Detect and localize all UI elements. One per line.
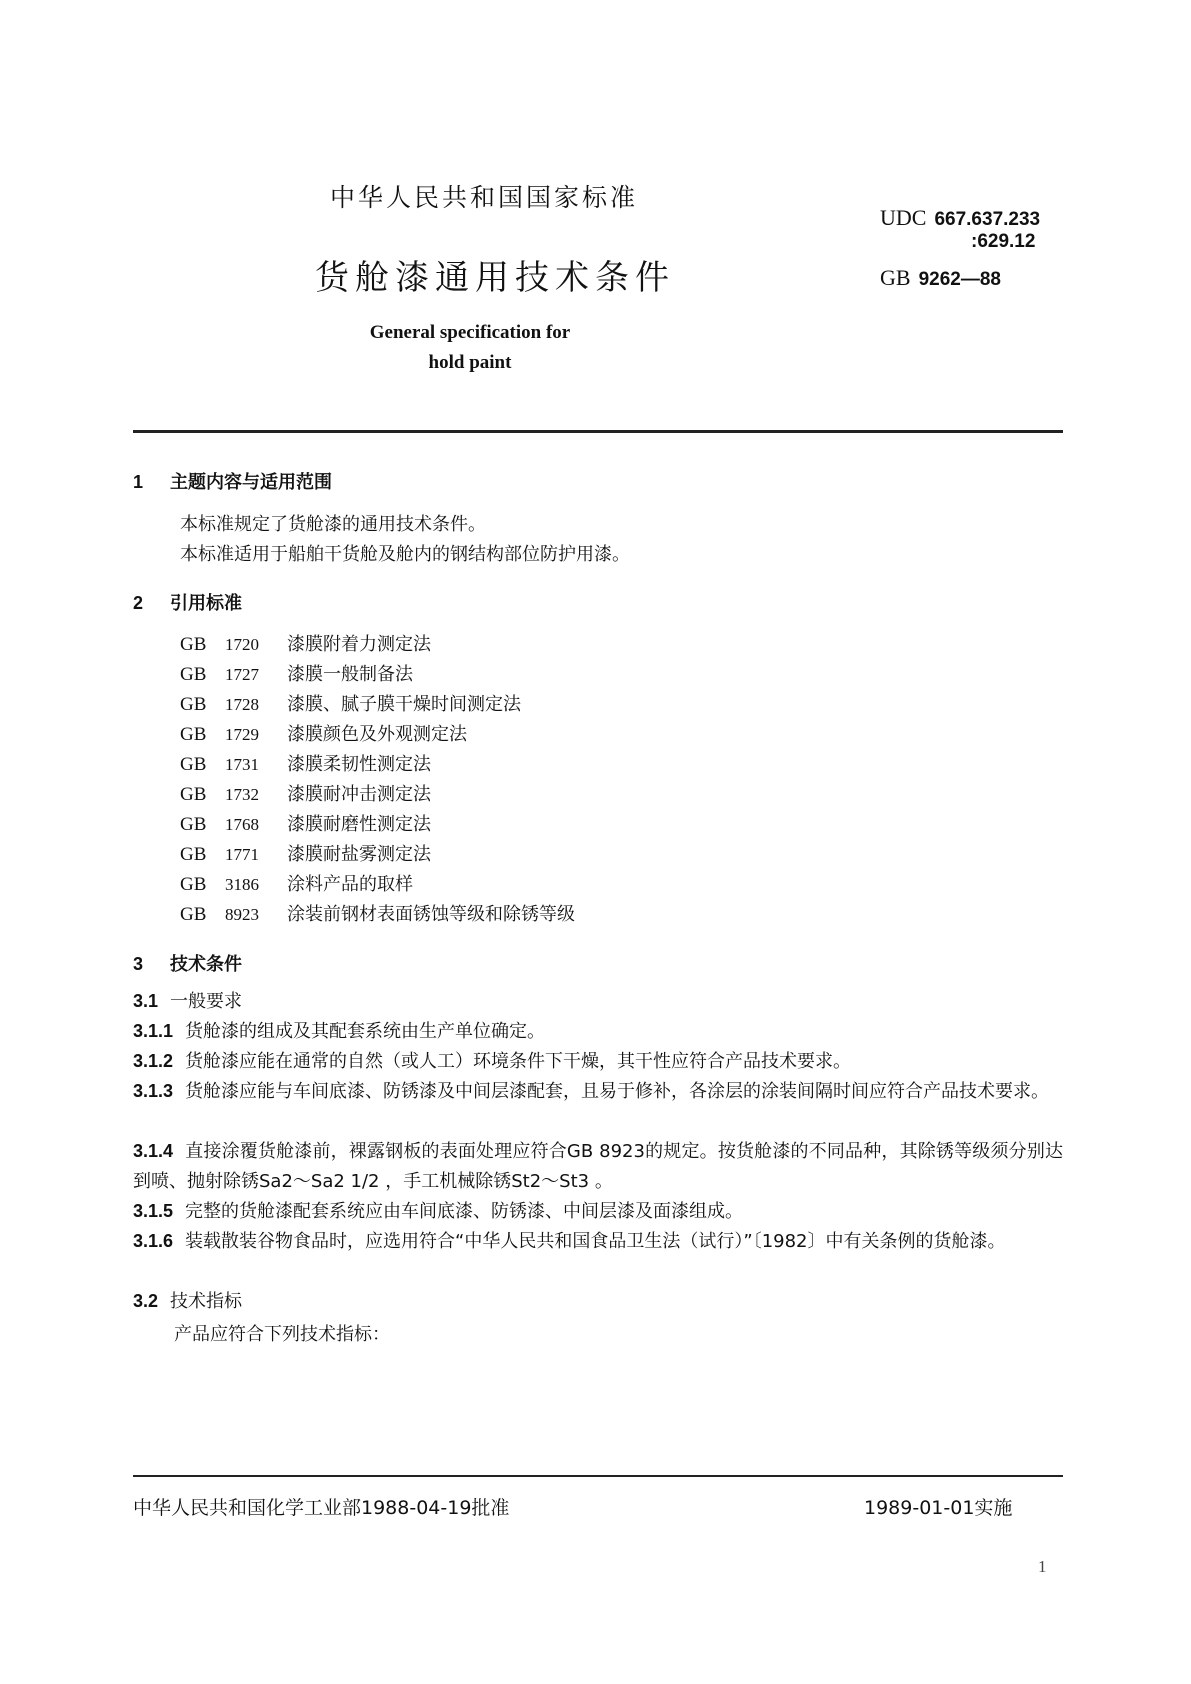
document-title-zh: 货舱漆通用技术条件 bbox=[315, 258, 675, 298]
ref-prefix: GB bbox=[180, 904, 207, 925]
clause-3-1-3 bbox=[133, 1076, 1063, 1107]
list-item bbox=[180, 840, 575, 870]
gb-code bbox=[880, 265, 1001, 291]
list-item bbox=[180, 630, 575, 660]
ref-number: 1728 bbox=[225, 695, 259, 714]
clause-number: 3.2 bbox=[133, 1291, 159, 1311]
page-number: 1 bbox=[1038, 1557, 1047, 1576]
ref-prefix: GB bbox=[180, 724, 207, 745]
title-en-line1: General specification for bbox=[369, 322, 571, 343]
list-item bbox=[180, 780, 575, 810]
ref-number: 1768 bbox=[225, 815, 259, 834]
reference-list bbox=[180, 630, 575, 930]
clause-3-1-6 bbox=[133, 1226, 1063, 1257]
clause-3-1-4 bbox=[133, 1136, 1063, 1197]
clause-text: 货舱漆的组成及其配套系统由生产单位确定。 bbox=[185, 1021, 546, 1042]
ref-number: 1771 bbox=[225, 845, 259, 864]
approval-line: 中华人民共和国化学工业部1988-04-19批准 bbox=[133, 1497, 510, 1519]
ref-prefix: GB bbox=[180, 874, 207, 895]
ref-number: 1729 bbox=[225, 725, 259, 744]
section-3-heading bbox=[133, 950, 242, 976]
udc-line2: :629.12 bbox=[971, 231, 1036, 252]
section-1-heading bbox=[133, 468, 332, 494]
header-divider bbox=[133, 430, 1063, 433]
clause-number: 3.1.5 bbox=[133, 1201, 174, 1221]
list-item bbox=[180, 720, 575, 750]
ref-prefix: GB bbox=[180, 634, 207, 655]
clause-text: 装载散装谷物食品时，应选用符合“中华人民共和国食品卫生法（试行）”〔1982〕中有关条例的货舱漆。 bbox=[185, 1231, 1006, 1252]
clause-text: 货舱漆应能与车间底漆、防锈漆及中间层漆配套，且易于修补，各涂层的涂装间隔时间应符合产品技术要求。 bbox=[185, 1081, 1050, 1102]
list-item bbox=[180, 750, 575, 780]
list-item bbox=[180, 810, 575, 840]
clause-3-1-2 bbox=[133, 1046, 1063, 1077]
footer-divider bbox=[133, 1475, 1063, 1477]
ref-name: 涂料产品的取样 bbox=[287, 874, 413, 895]
clause-text: 一般要求 bbox=[170, 991, 243, 1012]
clause-number: 3.1.6 bbox=[133, 1231, 174, 1251]
ref-prefix: GB bbox=[180, 664, 207, 685]
national-standard-heading: 中华人民共和国国家标准 bbox=[330, 183, 639, 212]
ref-name: 漆膜附着力测定法 bbox=[287, 634, 431, 655]
ref-name: 漆膜耐磨性测定法 bbox=[287, 814, 431, 835]
ref-name: 漆膜柔韧性测定法 bbox=[287, 754, 431, 775]
clause-text: 技术指标 bbox=[170, 1291, 243, 1312]
section-1-para-2: 本标准适用于船舶干货舱及舱内的钢结构部位防护用漆。 bbox=[180, 544, 630, 565]
list-item bbox=[180, 690, 575, 720]
ref-prefix: GB bbox=[180, 784, 207, 805]
clause-text: 直接涂覆货舱漆前，裸露钢板的表面处理应符合GB 8923的规定。按货舱漆的不同品种，其除锈等级须分别达到喷、抛射除锈Sa2～Sa2 1/2 ，手工机械除锈St2～St3 。 bbox=[133, 1141, 1063, 1192]
section-2-number: 2 bbox=[133, 593, 144, 613]
ref-name: 漆膜颜色及外观测定法 bbox=[287, 724, 467, 745]
ref-name: 漆膜、腻子膜干燥时间测定法 bbox=[287, 694, 521, 715]
clause-3-1-1 bbox=[133, 1016, 1063, 1047]
ref-prefix: GB bbox=[180, 844, 207, 865]
section-1-title: 主题内容与适用范围 bbox=[170, 472, 332, 493]
ref-number: 8923 bbox=[225, 905, 259, 924]
clause-number: 3.1.1 bbox=[133, 1021, 174, 1041]
clause-text: 完整的货舱漆配套系统应由车间底漆、防锈漆、中间层漆及面漆组成。 bbox=[185, 1201, 744, 1222]
udc-label: UDC bbox=[880, 205, 927, 230]
clause-text: 货舱漆应能在通常的自然（或人工）环境条件下干燥，其干性应符合产品技术要求。 bbox=[185, 1051, 852, 1072]
ref-name: 涂装前钢材表面锈蚀等级和除锈等级 bbox=[287, 904, 575, 925]
clause-number: 3.1.4 bbox=[133, 1141, 174, 1161]
ref-name: 漆膜耐冲击测定法 bbox=[287, 784, 431, 805]
clause-number: 3.1.3 bbox=[133, 1081, 174, 1101]
section-2-heading bbox=[133, 589, 242, 615]
section-3-title: 技术条件 bbox=[170, 954, 242, 975]
ref-name: 漆膜一般制备法 bbox=[287, 664, 413, 685]
list-item bbox=[180, 660, 575, 690]
udc-code bbox=[880, 207, 1040, 253]
ref-number: 1720 bbox=[225, 635, 259, 654]
effective-date: 1989-01-01实施 bbox=[864, 1497, 1013, 1519]
ref-prefix: GB bbox=[180, 814, 207, 835]
clause-3-1-5 bbox=[133, 1196, 1063, 1227]
clause-3-2 bbox=[133, 1286, 1063, 1317]
ref-number: 1732 bbox=[225, 785, 259, 804]
gb-number: 9262—88 bbox=[918, 269, 1001, 290]
ref-prefix: GB bbox=[180, 694, 207, 715]
ref-prefix: GB bbox=[180, 754, 207, 775]
ref-number: 1727 bbox=[225, 665, 259, 684]
ref-number: 1731 bbox=[225, 755, 259, 774]
ref-number: 3186 bbox=[225, 875, 259, 894]
udc-line1: 667.637.233 bbox=[934, 209, 1041, 230]
ref-name: 漆膜耐盐雾测定法 bbox=[287, 844, 431, 865]
section-3-number: 3 bbox=[133, 954, 144, 974]
section-2-title: 引用标准 bbox=[170, 593, 242, 614]
clause-3-1 bbox=[133, 986, 1063, 1017]
section-1-number: 1 bbox=[133, 472, 144, 492]
list-item bbox=[180, 870, 575, 900]
gb-label: GB bbox=[880, 265, 911, 290]
list-item bbox=[180, 900, 575, 930]
document-title-en bbox=[300, 318, 640, 378]
clause-3-2-para: 产品应符合下列技术指标： bbox=[174, 1324, 390, 1345]
title-en-line2: hold paint bbox=[428, 352, 512, 373]
clause-number: 3.1 bbox=[133, 991, 159, 1011]
section-1-para-1: 本标准规定了货舱漆的通用技术条件。 bbox=[180, 514, 486, 535]
clause-number: 3.1.2 bbox=[133, 1051, 174, 1071]
